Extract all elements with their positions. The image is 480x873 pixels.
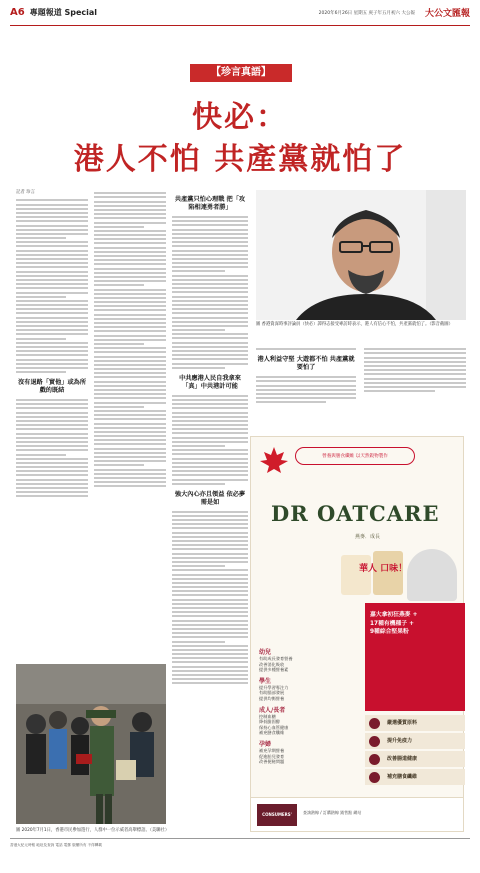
ad-group-item: 提升學習專注力 xyxy=(259,684,289,690)
ad-group-item: 補充膳食纖維 xyxy=(259,730,285,736)
ad-footer-text: 查詢熱線 / 訂購熱線 銷售點 網站 xyxy=(303,810,362,815)
benefit-icon xyxy=(369,754,380,765)
ad-bubble: 華人 口味！ xyxy=(359,564,408,574)
ad-benefit-label: 改善腸道健康 xyxy=(387,756,418,762)
benefit-icon xyxy=(369,736,380,747)
spokesperson-photo xyxy=(407,549,457,601)
ad-feature-1: 嘉大拿初狂燕麥 + xyxy=(370,612,418,618)
ad-groups xyxy=(259,647,359,765)
page-number: A6 xyxy=(10,7,25,18)
page-footer xyxy=(10,838,470,864)
article-column-3 xyxy=(172,190,248,820)
ad-group-title: 孕婦 xyxy=(259,740,272,748)
ad-tagline: 營養與膳食纖維 以天然穀物製作 xyxy=(295,447,415,465)
ad-benefit xyxy=(365,769,465,785)
portrait-image xyxy=(256,190,466,320)
ad-group-item: 控制血糖 xyxy=(259,713,276,719)
article-column-4 xyxy=(256,346,356,432)
ad-feature-box xyxy=(365,603,465,711)
portrait-photo xyxy=(256,190,466,320)
headline-line2: 港人不怕 共產黨就怕了 xyxy=(73,142,407,177)
subhead-5: 港人利益守堅 大遊都不怕 共產黨就要怕了 xyxy=(257,356,355,372)
ad-group-item: 有助腦部發展 xyxy=(259,690,285,696)
subhead-4: 強大內心亦且領益 依必夢需是如 xyxy=(174,490,246,506)
ad-group-title: 幼兒 xyxy=(259,649,272,656)
ad-brand: DR OATCARE xyxy=(271,501,440,526)
article-column-2 xyxy=(94,190,166,660)
portrait-caption: 圖 香港資深時事評論員（快必）譚得志接受專訪時表示，港人有信心不怕，共產黨就怕了。（影音截圖） xyxy=(256,322,453,327)
ad-group-item: 補充孕期營養 xyxy=(259,747,285,753)
subhead-3: 中共應港人民自我拿來「真」中共港計可能 xyxy=(179,374,241,390)
article-column-1 xyxy=(16,190,88,660)
ad-footer xyxy=(251,797,463,839)
ad-feature-3: 9種綜合堅果粉 xyxy=(370,629,409,635)
subhead-2: 共產黨只怕心理戰 把「攻陷相連勇者勝」 xyxy=(174,196,246,211)
advertisement[interactable] xyxy=(250,436,464,839)
benefit-icon xyxy=(369,718,380,729)
ad-group-item: 提供均衡營養 xyxy=(259,695,285,701)
ad-benefit-label: 提升免疫力 xyxy=(387,738,413,744)
section-title: 專題報道 Special xyxy=(29,8,98,17)
ad-group-item: 有助成長發育營養 xyxy=(259,656,293,661)
ad-benefit xyxy=(365,715,465,731)
maple-leaf-icon xyxy=(257,445,291,475)
street-photo xyxy=(16,664,166,824)
footer-text: 香港大紀元時報 地址及查詢 電話 電郵 版權所有 不得轉載 xyxy=(10,843,102,847)
page-header xyxy=(10,0,470,26)
ad-group-title: 成人/長者 xyxy=(259,706,286,714)
ad-benefit-label: 嚴選優質原料 xyxy=(387,720,418,726)
street-caption: 圖 2020年7月1日，香港市民參加遊行，人群中一位示威者高舉標語。（美聯社） xyxy=(16,828,170,833)
ad-group-item: 改善便秘問題 xyxy=(259,759,285,765)
paper-logo: 大公文匯報 xyxy=(424,9,470,19)
ad-group-item: 提供多種營養素 xyxy=(259,667,289,673)
subhead-1: 沒有退路「實他」或為所戲的既結 xyxy=(17,379,87,395)
ad-benefit xyxy=(365,733,465,749)
byline: 記者 珍言 xyxy=(16,190,35,195)
issue-date: 2020年6月26日 星期五 庚子年五月初六 大公報 xyxy=(318,10,415,16)
ad-benefit-label: 補充膳食纖維 xyxy=(387,774,418,780)
street-image xyxy=(16,664,166,824)
ad-group-item: 促進胎兒發育 xyxy=(259,753,285,759)
ad-group-item: 保持心血管健康 xyxy=(259,724,289,730)
ad-group-title: 學生 xyxy=(259,677,272,685)
column-tag: 【珍言真語】 xyxy=(190,64,292,82)
ad-group-item: 降低膽固醇 xyxy=(259,719,280,725)
article-column-5 xyxy=(364,346,466,432)
ad-feature-2: 17種有機種子 + xyxy=(370,620,414,627)
benefit-icon xyxy=(369,772,380,783)
ad-benefit xyxy=(365,751,465,767)
ad-group-item: 改善消化吸收 xyxy=(259,661,285,667)
consumer-choice-badge: CONSUMERS' CHOICE xyxy=(257,804,297,826)
ad-brand-sub: 燕麥．成長 xyxy=(355,534,381,540)
headline-line1: 快必： xyxy=(192,100,288,135)
